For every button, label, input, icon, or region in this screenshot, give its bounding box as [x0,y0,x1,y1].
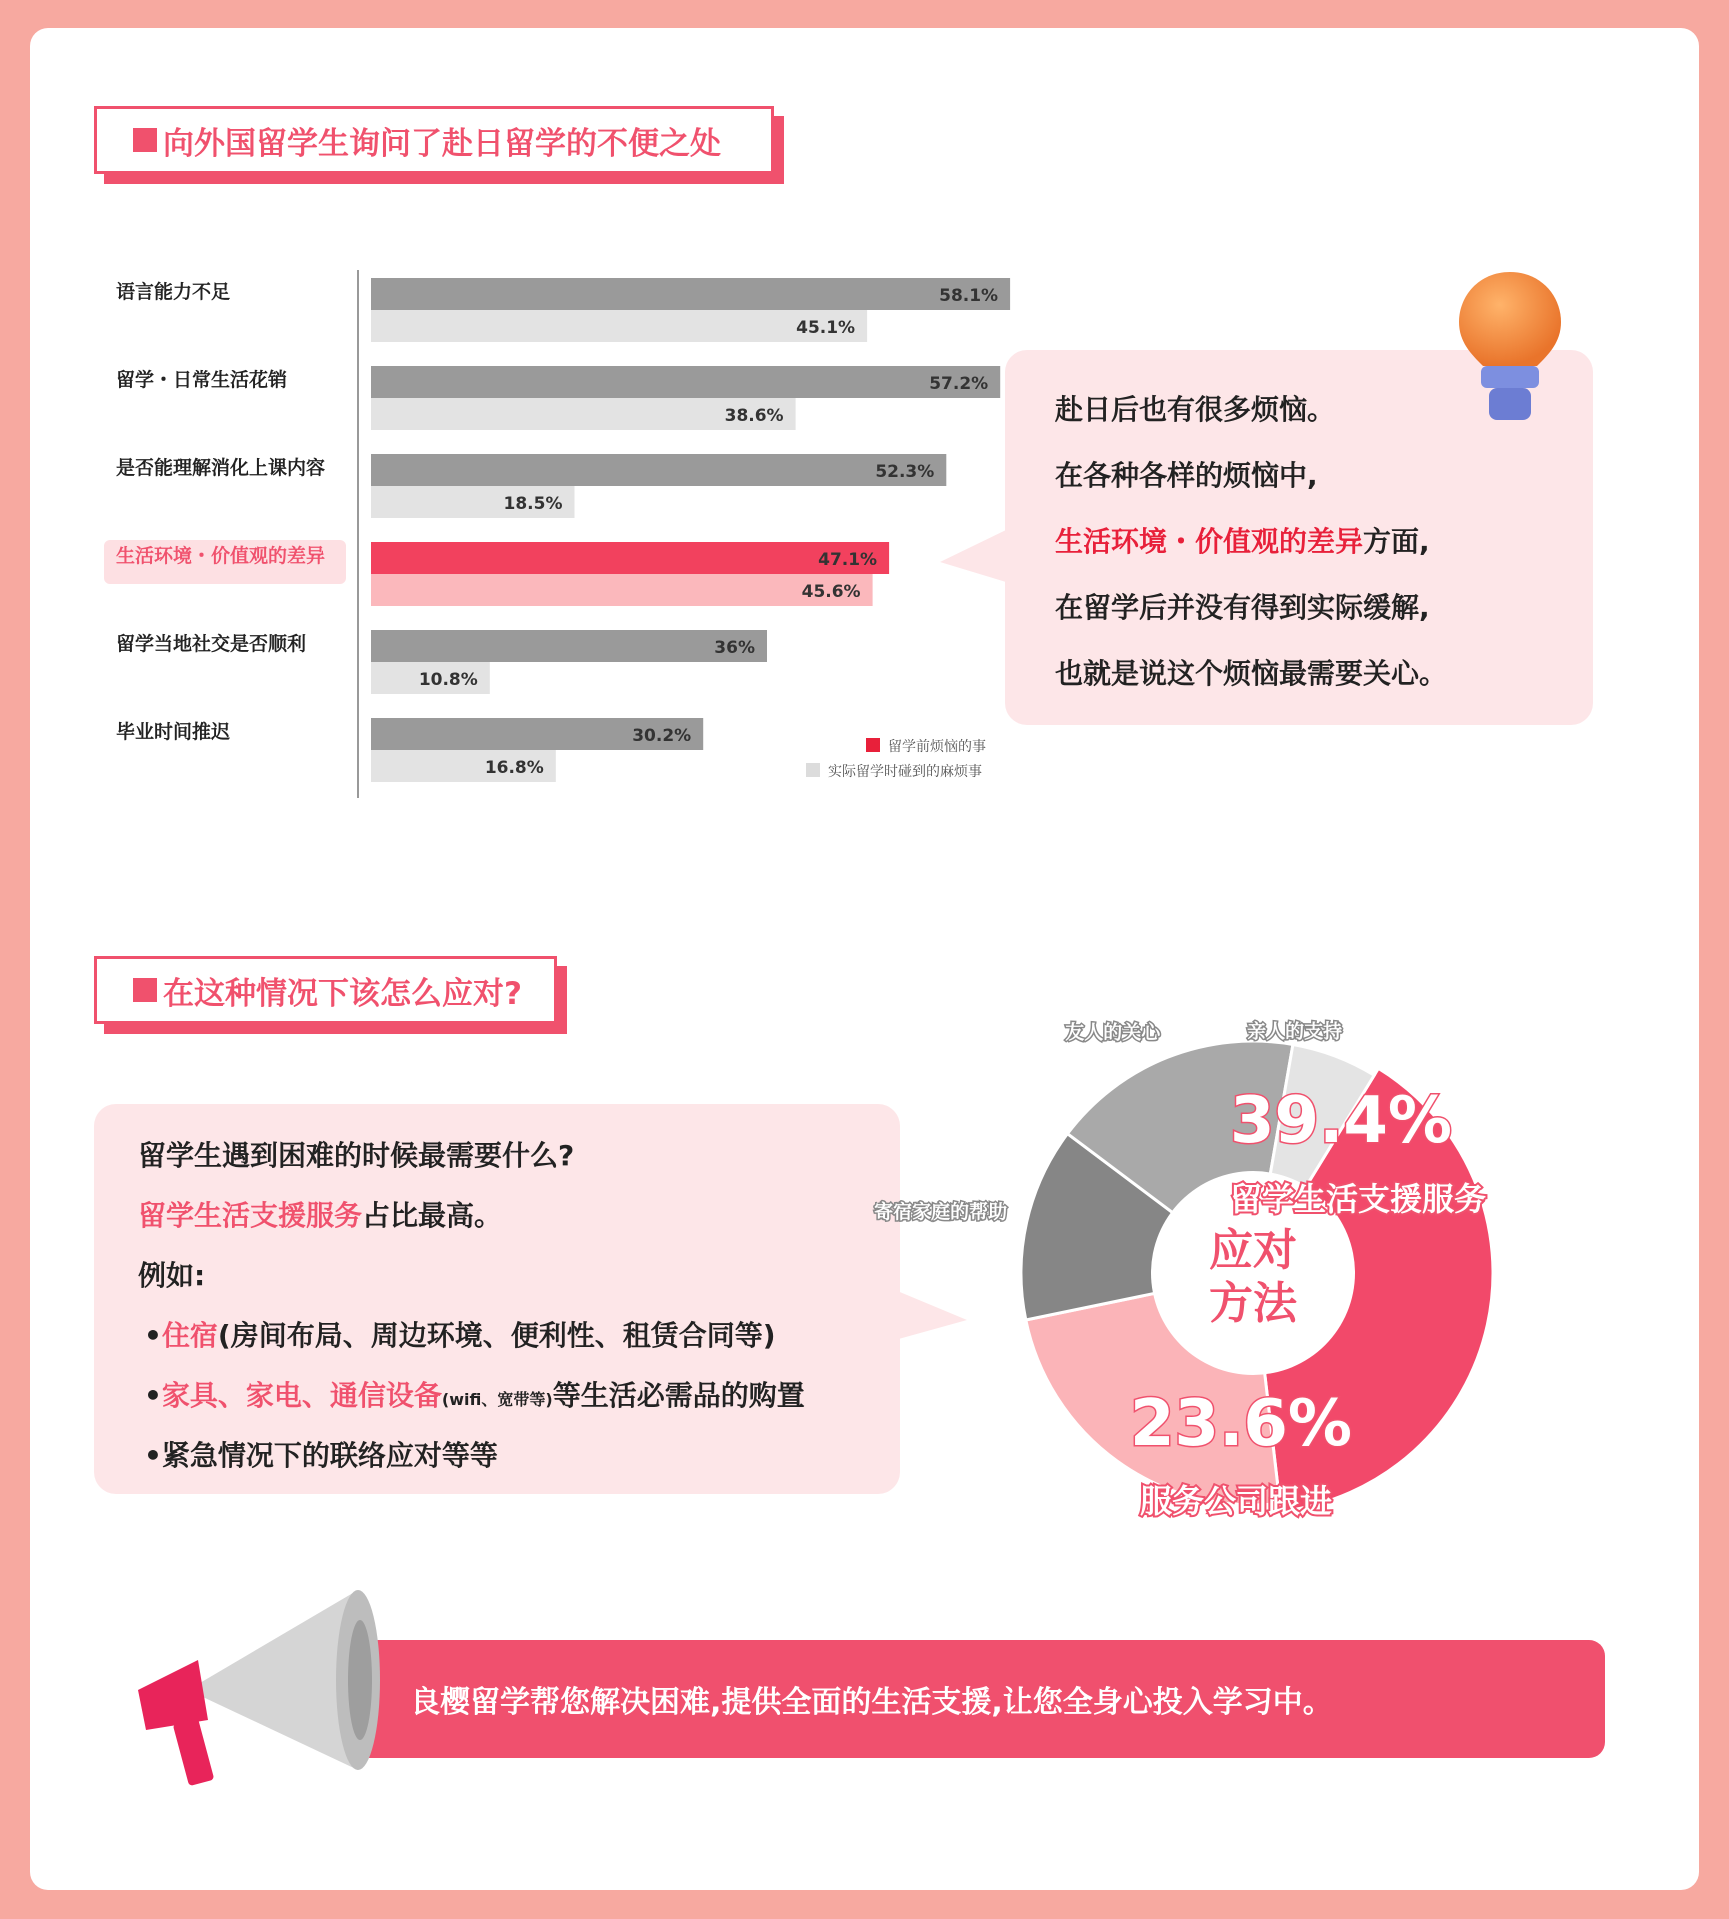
bubble1-line5: 也就是说这个烦恼最需要关心。 [1055,657,1448,690]
bubble1-line2: 在各种各样的烦恼中, [1055,459,1318,492]
bar-value-label: 58.1% [939,286,999,306]
category-label: 毕业时间推迟 [116,721,231,743]
cta-banner[interactable] [330,1640,1605,1758]
bubble1-highlight: 生活环境・价值观的差异 [1055,525,1364,558]
bubble1-tail [940,520,1010,610]
bar-before [371,630,767,662]
bar-value-label: 30.2% [632,726,692,746]
bar-value-label: 18.5% [503,494,563,514]
category-label: 留学当地社交是否顺利 [116,633,307,655]
bubble2-item3: •紧急情况下的联络应对等等 [144,1439,498,1472]
bar-value-label: 45.6% [801,582,861,602]
bar-value-label: 57.2% [929,374,989,394]
bar-value-label: 16.8% [484,758,544,778]
slice-name-label: 留学生活支援服务 [1230,1180,1487,1218]
bar-actual [371,310,867,342]
bar-value-label: 38.6% [724,406,784,426]
section1-title: 向外国留学生询问了赴日留学的不便之处 [163,125,721,162]
slice-name-label: 亲人的支持 [1247,1020,1343,1043]
bar-before [371,278,1010,310]
legend-swatch-actual [806,763,820,777]
bubble1-line1: 赴日后也有很多烦恼。 [1055,393,1336,426]
slice-value-label: 39.4% [1230,1084,1453,1158]
megaphone-icon [128,1580,368,1810]
bubble2-line1: 留学生遇到困难的时候最需要什么? [138,1139,575,1172]
legend-swatch-before [866,738,880,752]
category-label: 是否能理解消化上课内容 [116,457,326,479]
legend [806,738,986,780]
bar-value-label: 45.1% [796,318,856,338]
bubble2-item2: •家具、家电、通信设备(wifi、宽带等)等生活必需品的购置 [144,1379,805,1412]
category-label: 留学・日常生活花销 [116,369,288,391]
donut-chart [874,1000,1660,1560]
slice-value-label: 23.6% [1130,1387,1353,1461]
slice-name-label: 寄宿家庭的帮助 [874,1200,1008,1223]
section2-title: 在这种情况下该怎么应对? [163,975,522,1012]
legend-label-actual: 实际留学时碰到的麻烦事 [828,764,982,780]
category-label: 语言能力不足 [116,281,231,303]
category-label: 生活环境・价值观的差异 [116,545,326,567]
bubble2-line2: 留学生活支援服务占比最高。 [138,1199,503,1232]
bubble1-line4: 在留学后并没有得到实际缓解, [1055,591,1430,624]
slice-name-label: 友人的关心 [1065,1021,1161,1044]
title-square-icon [133,978,157,1002]
bubble1-line3: 生活环境・价值观的差异方面, [1055,525,1430,558]
lightbulb-icon [1455,268,1565,438]
bubble2-line3: 例如: [138,1259,206,1292]
bubble2-item1: •住宿(房间布局、周边环境、便利性、租赁合同等) [144,1319,776,1352]
slice-name-label: 服务公司跟进 [1140,1482,1333,1520]
bar-value-label: 36% [714,638,755,658]
bubble2-highlight: 留学生活支援服务 [138,1199,363,1232]
bubble2 [94,1104,900,1494]
section2-title-box [94,956,557,1024]
bar-before [371,542,889,574]
cta-text: 良樱留学帮您解决困难,提供全面的生活支援,让您全身心投入学习中。 [410,1685,1333,1720]
donut-center-line2: 方法 [1209,1278,1297,1329]
bar-value-label: 47.1% [818,550,878,570]
donut-center-line1: 应对 [1209,1225,1297,1276]
bar-actual [371,574,873,606]
legend-label-before: 留学前烦恼的事 [888,739,986,755]
bar-before [371,366,1000,398]
bar-value-label: 10.8% [418,670,478,690]
bar-value-label: 52.3% [875,462,935,482]
bar-before [371,454,946,486]
